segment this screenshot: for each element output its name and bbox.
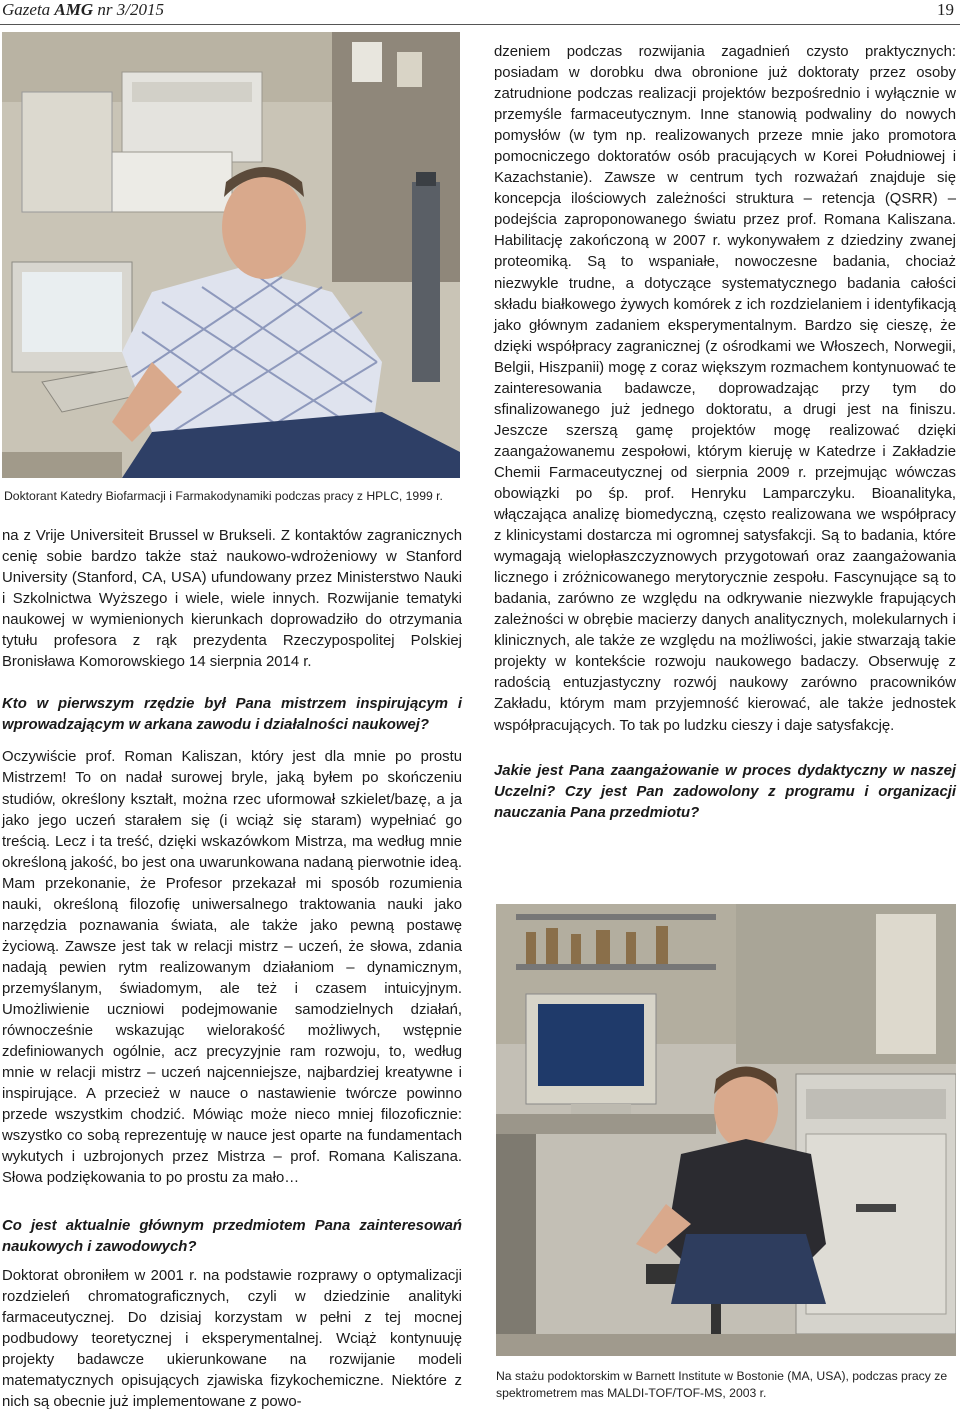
photo-maldi-image (496, 904, 956, 1356)
left-paragraph-1: na z Vrije Universiteit Brussel w Brukseli. Z kontaktów zagranicznych cenię sobie bardzo także staż naukowo-wdrożeniowy w Stanford University (Stanford, CA, USA) ufundowany przez Ministerstwo Nauki i Szkolnictwa Wyższego i wiele, wiele innych. Rozwijanie tematyki naukowej w wymienionych kierunkach doprowadziło do otrzymania tytułu profesora z rąk prezydenta Rzeczypospolitej Polskiej Bronisława Komorowskiego 14 sierpnia 2014 r. (2, 528, 462, 671)
paragraph-gap (494, 737, 956, 761)
photo-maldi-caption: Na stażu podoktorskim w Barnett Institute w Bostonie (MA, USA), podczas pracy ze spektrometrem mas MALDI-TOF/TOF-MS, 2003 r. (496, 1369, 948, 1400)
photo-hplc (2, 32, 460, 478)
photo-hplc-caption: Doktorant Katedry Biofarmacji i Farmakodynamiki podczas pracy z HPLC, 1999 r. (4, 489, 443, 503)
paragraph-gap (2, 673, 462, 694)
photo-maldi (496, 904, 956, 1356)
question-mentor: Kto w pierwszym rzędzie był Pana mistrzem inspirującym i wprowadzającym w arkana zawodu i działalności naukowej? (2, 696, 462, 734)
page-number: 19 (937, 0, 954, 19)
question-teaching: Jakie jest Pana zaangażowanie w proces dydaktyczny w naszej Uczelni? Czy jest Pan zadowolony z programu i organizacji nauczania Pana przedmiotu? (494, 762, 956, 821)
photo-hplc-image (2, 32, 460, 478)
paragraph-gap (2, 1258, 462, 1266)
left-column (2, 526, 462, 1189)
left-paragraph-2: Oczywiście prof. Roman Kaliszan, który jest dla mnie po prostu Mistrzem! To on nadał surowej bryle, jaką byłem po skończeniu studiów, określony kształt, można rzec uformował szkielet/bazę, a ja jako jego uczeń starałem się (i wciąż się staram) wypełniać go treścią. Lecz i ta treść, dzięki wskazówkom Mistrza, ma według mnie określoną jakość, bo jest ona uwarunkowana nadaną pierwotnie ideą. Mam przekonanie, że Profesor przekazał mi sposób rozumienia nauki, określoną filozofię uniwersalnego traktowania nauki jako narzędzia poznawania świata, ale także jako pewną postawę życiową. Zawsze jest tak w relacji mistrz – uczeń, że słowa, zdania nadają pewien rytm realizowanym działaniom – dynamicznym, przemyślanym, świadomym, ale też i czasem intuicyjnym. Umożliwienie uczniowi podejmowanie samodzielnych działań, równocześnie wskazując wielorakość możliwych, wstępnie zdefiniowanych ogólnie, acz precyzyjnie ram rozwoju, to, według mnie w relacji mistrz – uczeń najcenniejsze, najbardziej kreatywne i inspirujące. A przecież w nauce o nastawienie twórcze powinno przede wszystkim chodzić. Mówiąc może nieco mniej filozoficznie: wszystko co sobą reprezentuję w nauce jest oparte na fundamentach wykutych i uzbrojonych przez Mistrza – prof. Romana Kaliszana. Słowa podziękowania to po prostu za mało… (2, 749, 462, 1187)
right-column (494, 42, 956, 824)
journal-title: Gazeta AMG nr 3/2015 (2, 0, 164, 19)
header-rule (0, 24, 960, 25)
page-header (0, 0, 960, 22)
left-column-lower (2, 1216, 462, 1413)
question-research-interests: Co jest aktualnie głównym przedmiotem Pana zainteresowań naukowych i zawodowych? (2, 1218, 462, 1256)
right-paragraph-1: dzeniem podczas rozwijania zagadnień czysto praktycznych: posiadam w dorobku dwa obronione już doktoraty przez osoby zatrudnione podczas realizacji projektów bezpośrednio i wyłącznie w przemyśle farmaceutycznym. Inne stanowią podwaliny do nowych pomysłów (w tym np. realizowanych przeze mnie jako promotora pomocniczego doktoratów osób pracujących w Korei Południowej i Kazachstanie). Zawsze w centrum tych rozważań znajduje się koncepcja ilościowych zależności struktura – retencja (QSRR) – podejścia zaproponowanego światu przez prof. Romana Kaliszana. Habilitację zakończoną w 2007 r. wykonywałem z dziedziny zwanej proteomiką. Są to wspaniałe, nowoczesne badania, chociaż niezwykle trudne, a dotyczące systematycznego badania całości składu białkowego żywych komórek z ich rozdzielaniem i identyfikacją jako głównym zadaniem eksperymentalnym. Bardzo się cieszę, że dzięki współpracy zagranicznej (z ośrodkami we Włoszech, Norwegii, Belgii, Hiszpanii) mogę z coraz większym rozmachem kontynuować te zainteresowania badawcze, doprowadzając przy tym do sfinalizowanego już jednego doktoratu, a drugi jest na finiszu. Jeszcze szerszą gamę projektów mogę realizować dzięki zaangażowanemu zespołowi, którym kieruję w Katedrze i Zakładzie Chemii Farmaceutycznej od sierpnia 2009 r. przejmując wówczas obowiązki po śp. prof. Henryku Lamparczyku. Bioanalityka, włączająca analizę biomedyczną, często realizowana we współpracy z klinicystami dostarcza mi ogromnej satysfakcji. Są to badania, które wymagają wielopłaszczyznowych przygotowań oraz zaangażowania licznego i zróżnicowanego merytorycznie zespołu. Fascynujące są to badania, zarówno ze względu na odkrywanie niezwykle frapujących zależności w obrębie macierzy danych analitycznych, molekularnych i klinicznych, ale także ze względu na możliwości, jakie stwarzają takie projekty w kontekście rozwoju naukowego badaczy. Obserwuję z radością entuzjastyczny rozwój naukowy zarówno pracowników Zakładu, którym mam przyjemność kierować, ale także jednostek współpracujących. To tak po ludzku cieszy i daje satysfakcję. (494, 44, 956, 734)
left-paragraph-3: Doktorat obroniłem w 2001 r. na podstawie rozprawy o optymalizacji rozdzieleń chromatograficznych, czyli w dziedzinie analityki farmaceutycznej. Do dzisiaj korzystam w pełni z tej mocnej podbudowy teoretycznej i eksperymentalnej. Wciąż kontynuuję projekty badawcze ukierunkowane na rozwijanie modeli matematycznych opisujących zjawiska fizykochemiczne. Niektóre z nich są obecnie już implementowane z powo- (2, 1268, 462, 1411)
